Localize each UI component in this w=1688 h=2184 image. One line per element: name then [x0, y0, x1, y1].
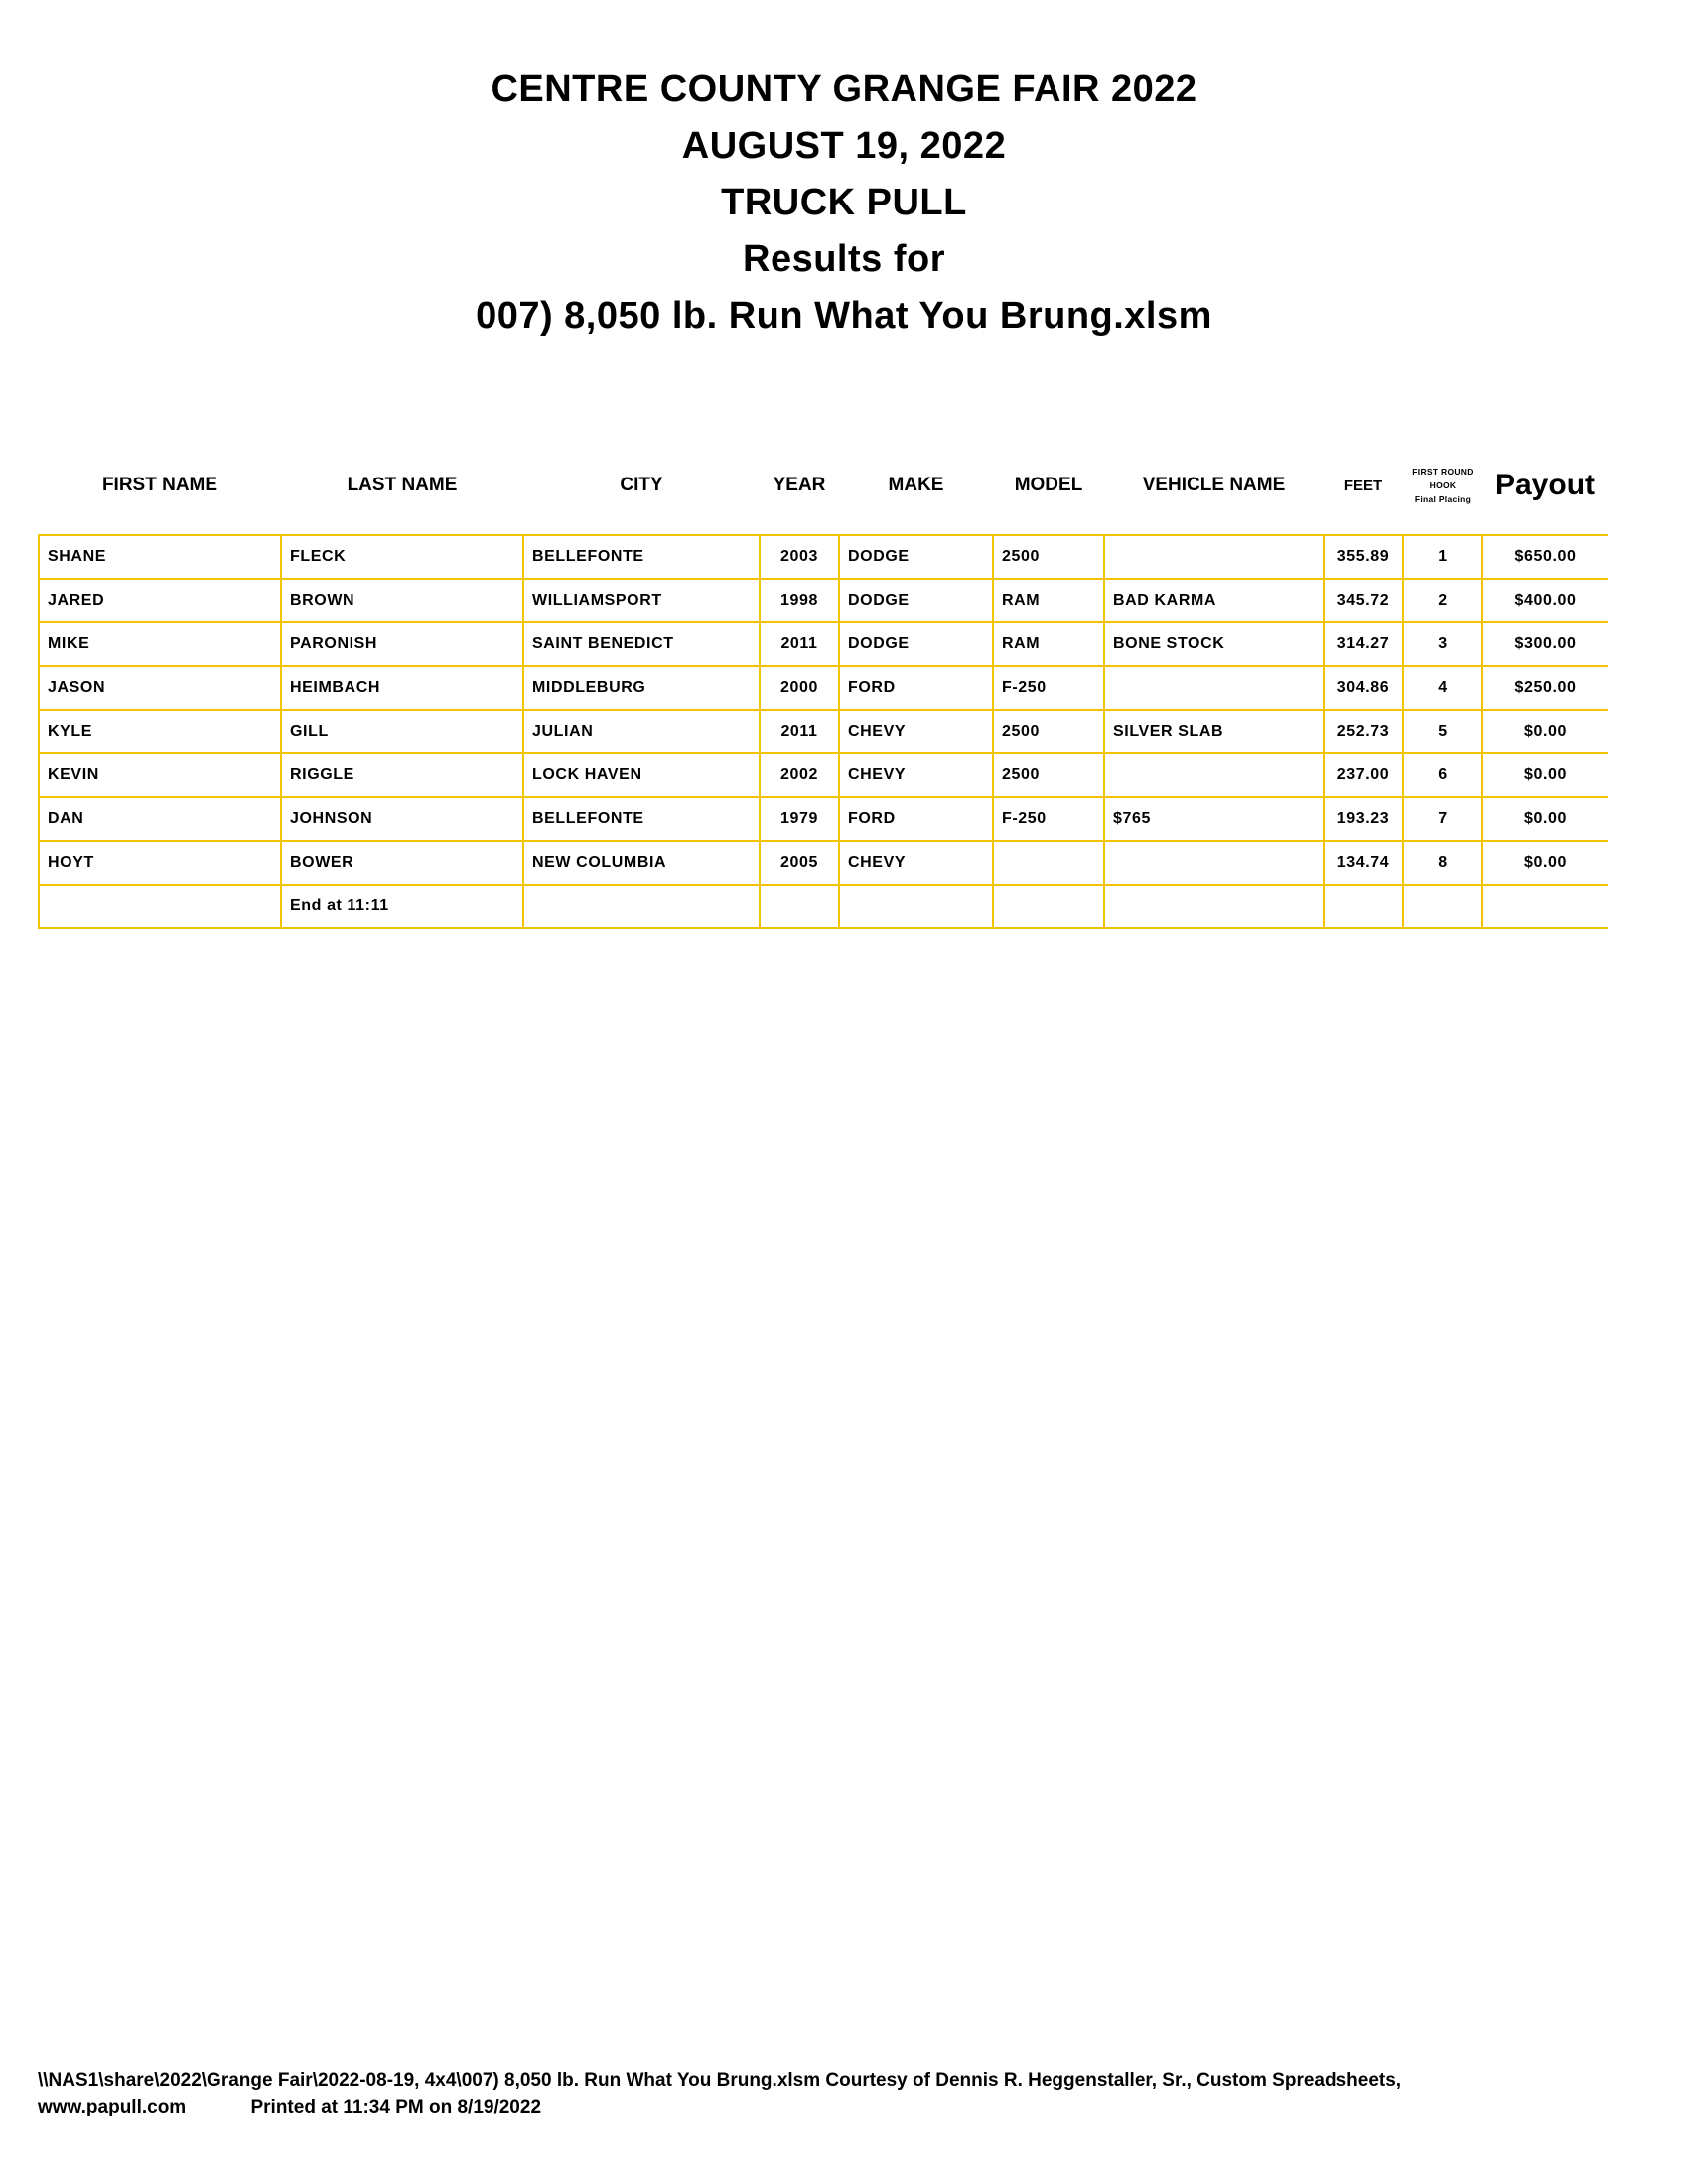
cell-last-name: BROWN: [281, 579, 523, 622]
class-file-name: 007) 8,050 lb. Run What You Brung.xlsm: [476, 295, 1212, 337]
cell-model: 2500: [993, 710, 1104, 753]
col-feet: FEET: [1343, 477, 1383, 494]
table-row: [39, 885, 1608, 928]
cell-payout: $0.00: [1482, 753, 1608, 797]
cell-make: DODGE: [839, 622, 993, 666]
cell-city: MIDDLEBURG: [523, 666, 760, 710]
cell-feet: 237.00: [1324, 753, 1403, 797]
cell-last-name: End at 11:11: [281, 885, 523, 928]
cell-first-name: DAN: [39, 797, 281, 841]
cell-make: DODGE: [839, 535, 993, 579]
table-row: [39, 797, 1608, 841]
cell-payout: $650.00: [1482, 535, 1608, 579]
cell-place: 2: [1403, 579, 1482, 622]
cell-vehicle-name: $765: [1104, 797, 1324, 841]
cell-city: [523, 885, 760, 928]
table-row: [39, 710, 1608, 753]
cell-make: CHEVY: [839, 841, 993, 885]
table-row: [39, 535, 1608, 579]
cell-last-name: GILL: [281, 710, 523, 753]
cell-feet: 355.89: [1324, 535, 1403, 579]
cell-feet: 252.73: [1324, 710, 1403, 753]
cell-vehicle-name: [1104, 841, 1324, 885]
website-link[interactable]: www.papull.com: [38, 2097, 187, 2117]
cell-model: F-250: [993, 797, 1104, 841]
cell-last-name: JOHNSON: [281, 797, 523, 841]
results-table: [38, 455, 1608, 929]
cell-vehicle-name: [1104, 666, 1324, 710]
col-city: CITY: [620, 475, 663, 495]
table-row: [39, 622, 1608, 666]
cell-make: CHEVY: [839, 710, 993, 753]
cell-year: 2011: [760, 710, 839, 753]
cell-year: 2003: [760, 535, 839, 579]
cell-last-name: BOWER: [281, 841, 523, 885]
cell-feet: 193.23: [1324, 797, 1403, 841]
hook-line2: HOOK: [1429, 480, 1457, 490]
cell-place: 4: [1403, 666, 1482, 710]
cell-city: NEW COLUMBIA: [523, 841, 760, 885]
cell-first-name: JASON: [39, 666, 281, 710]
event-name: TRUCK PULL: [721, 182, 967, 223]
table-row: [39, 666, 1608, 710]
cell-first-name: JARED: [39, 579, 281, 622]
cell-model: RAM: [993, 622, 1104, 666]
cell-year: 2002: [760, 753, 839, 797]
cell-year: 2005: [760, 841, 839, 885]
cell-first-name: KEVIN: [39, 753, 281, 797]
cell-make: CHEVY: [839, 753, 993, 797]
cell-feet: 304.86: [1324, 666, 1403, 710]
cell-place: 5: [1403, 710, 1482, 753]
cell-place: [1403, 885, 1482, 928]
cell-payout: [1482, 885, 1608, 928]
cell-feet: 134.74: [1324, 841, 1403, 885]
cell-payout: $0.00: [1482, 841, 1608, 885]
col-model: MODEL: [1014, 475, 1083, 495]
cell-make: FORD: [839, 797, 993, 841]
cell-place: 8: [1403, 841, 1482, 885]
cell-city: WILLIAMSPORT: [523, 579, 760, 622]
cell-payout: $0.00: [1482, 710, 1608, 753]
cell-first-name: KYLE: [39, 710, 281, 753]
cell-payout: $0.00: [1482, 797, 1608, 841]
table-row: [39, 841, 1608, 885]
cell-model: F-250: [993, 666, 1104, 710]
cell-year: 1998: [760, 579, 839, 622]
cell-vehicle-name: BONE STOCK: [1104, 622, 1324, 666]
cell-make: FORD: [839, 666, 993, 710]
file-path-credit: \\NAS1\share\2022\Grange Fair\2022-08-19, 4x4\007) 8,050 lb. Run What You Brung.xlsm Courtesy of Dennis R. Heggenstaller, Sr., Custom Spreadsheets,: [38, 2070, 1402, 2091]
printed-timestamp: Printed at 11:34 PM on 8/19/2022: [250, 2097, 542, 2117]
col-year: YEAR: [773, 475, 826, 495]
results-label: Results for: [743, 238, 945, 280]
cell-last-name: RIGGLE: [281, 753, 523, 797]
col-make: MAKE: [888, 475, 944, 495]
cell-place: 6: [1403, 753, 1482, 797]
cell-city: BELLEFONTE: [523, 535, 760, 579]
cell-vehicle-name: [1104, 535, 1324, 579]
cell-model: RAM: [993, 579, 1104, 622]
cell-year: 2000: [760, 666, 839, 710]
event-date: AUGUST 19, 2022: [681, 125, 1007, 167]
report-header: [0, 62, 1688, 344]
cell-payout: $250.00: [1482, 666, 1608, 710]
cell-vehicle-name: BAD KARMA: [1104, 579, 1324, 622]
cell-vehicle-name: SILVER SLAB: [1104, 710, 1324, 753]
table-row: [39, 579, 1608, 622]
cell-payout: $300.00: [1482, 622, 1608, 666]
col-hook-placing: [1403, 455, 1482, 516]
cell-feet: 314.27: [1324, 622, 1403, 666]
cell-city: SAINT BENEDICT: [523, 622, 760, 666]
cell-year: 2011: [760, 622, 839, 666]
col-last-name: LAST NAME: [347, 475, 458, 495]
cell-model: 2500: [993, 535, 1104, 579]
cell-place: 7: [1403, 797, 1482, 841]
cell-feet: 345.72: [1324, 579, 1403, 622]
cell-vehicle-name: [1104, 753, 1324, 797]
cell-model: [993, 885, 1104, 928]
fair-title: CENTRE COUNTY GRANGE FAIR 2022: [491, 68, 1197, 110]
col-vehicle-name: VEHICLE NAME: [1142, 475, 1286, 495]
cell-city: JULIAN: [523, 710, 760, 753]
hook-line3: Final Placing: [1414, 494, 1472, 504]
header-row: [39, 455, 1608, 516]
cell-last-name: FLECK: [281, 535, 523, 579]
results-body: [39, 535, 1608, 928]
cell-vehicle-name: [1104, 885, 1324, 928]
cell-model: 2500: [993, 753, 1104, 797]
cell-city: BELLEFONTE: [523, 797, 760, 841]
cell-year: 1979: [760, 797, 839, 841]
cell-first-name: MIKE: [39, 622, 281, 666]
col-first-name: FIRST NAME: [101, 475, 218, 495]
cell-feet: [1324, 885, 1403, 928]
cell-payout: $400.00: [1482, 579, 1608, 622]
cell-make: DODGE: [839, 579, 993, 622]
page-footer: [38, 2067, 1401, 2120]
cell-city: LOCK HAVEN: [523, 753, 760, 797]
cell-model: [993, 841, 1104, 885]
col-payout: Payout: [1494, 469, 1596, 501]
table-row: [39, 753, 1608, 797]
cell-place: 3: [1403, 622, 1482, 666]
cell-first-name: HOYT: [39, 841, 281, 885]
cell-last-name: HEIMBACH: [281, 666, 523, 710]
cell-first-name: SHANE: [39, 535, 281, 579]
cell-first-name: [39, 885, 281, 928]
hook-line1: FIRST ROUND: [1412, 467, 1474, 477]
cell-year: [760, 885, 839, 928]
cell-make: [839, 885, 993, 928]
cell-place: 1: [1403, 535, 1482, 579]
cell-last-name: PARONISH: [281, 622, 523, 666]
